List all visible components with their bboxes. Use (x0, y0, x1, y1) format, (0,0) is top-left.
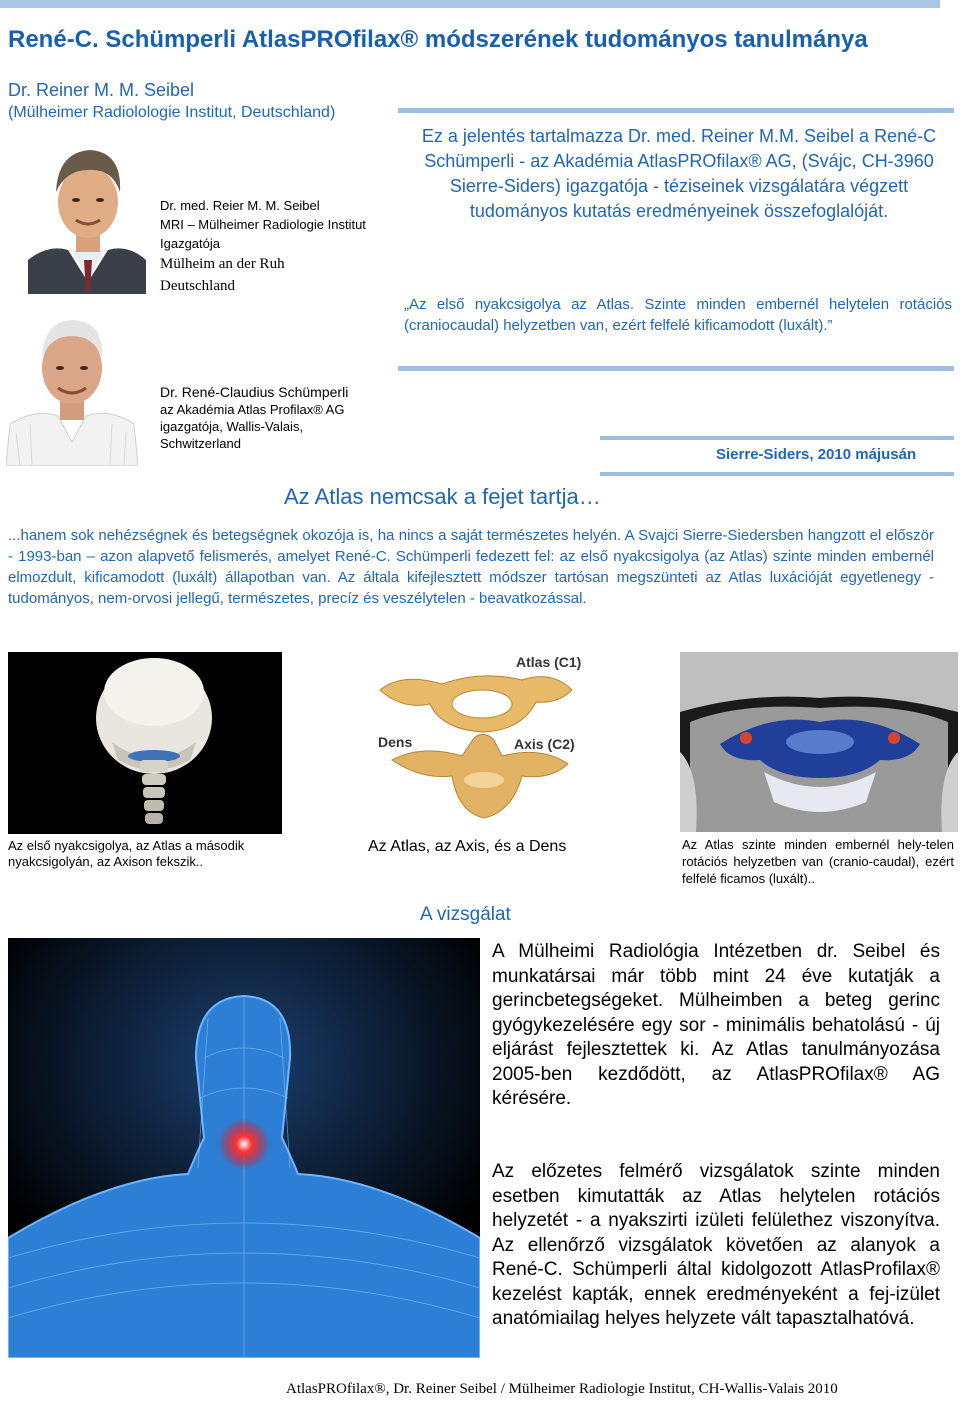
section2-paragraph2: Az előzetes felmérő vizsgálatok szinte minden esetben kimutatták az Atlas helytelen rotációs helyzetét - a nyakszirti izületi felülethez viszonyítva. Az ellenőrző vizsgálatok követően az alanyok a René-C. Schümperli által kidolgozott AtlasProfilax® kezelést kapták, ennek eredményeként a fej-izület anatómiailag helyes helyzete vált tapasztalhatóvá. (492, 1161, 940, 1329)
person1-line4: Mülheim an der Ruh (160, 256, 285, 272)
person1-name: Dr. med. Reier M. M. Seibel (160, 198, 320, 213)
date-rule-bottom (600, 472, 954, 476)
figure-skull (8, 652, 282, 834)
place-date: Sierre-Siders, 2010 májusán (716, 446, 917, 463)
quote-rule (398, 366, 954, 371)
person2-name: Dr. René-Claudius Schümperli (160, 384, 349, 400)
page-title: René-C. Schümperli AtlasPROfilax® módszerének tudományos tanulmánya (8, 26, 868, 53)
report-intro: Ez a jelentés tartalmazza Dr. med. Reiner M.M. Seibel a René-C Schümperli - az Akadémia AtlasPROfilax® AG, (Svájc, CH-3960 Sierre-Siders) igazgatója - téziseinek vizsgálatára végzett tudományos kutatás eredményeinek összefoglalóját. (421, 126, 937, 221)
figure-vertebrae (372, 650, 598, 826)
section1-text: ...hanem sok nehézségnek és betegségnek okozója is, ha nincs a saját természetes helyén. A Svajci Sierre-Siedersben hangzott el először - 1993-ban – azon alapvető felismerés, amelyet René-C. Schümperli fedezett fel: az első nyakcsigolya (az Atlas) szinte minden embernél elmozdult, kificamodott (luxált) állapotban van. Az általa kifejlesztett módszer tartósan megszünteti az Atlas luxációját egyetlenegy - tudományos, nem-orvosi jellegű, természetes, precíz és veszélytelen - beavatkozással. (8, 527, 934, 607)
top-rule (0, 0, 940, 8)
author-name: Dr. Reiner M. M. Seibel (8, 80, 195, 100)
person2-line4: Schwitzerland (160, 436, 241, 451)
figure-ct (680, 652, 958, 832)
figure1-caption: Az első nyakcsigolya, az Atlas a második nyakcsigolyán, az Axison fekszik.. (8, 838, 245, 869)
quote: „Az első nyakcsigolya az Atlas. Szinte minden embernél helytelen rotációs (craniocaudal) helyzetben van, ezért felfelé kificamodott (luxált).” (404, 296, 952, 334)
label-dens: Dens (378, 734, 413, 750)
person2-line2: az Akadémia Atlas Profilax® AG (160, 402, 345, 417)
footer: AtlasPROfilax®, Dr. Reiner Seibel / Mülheimer Radiologie Institut, CH-Wallis-Valais 2010 (286, 1381, 838, 1397)
figure3-caption: Az Atlas szinte minden embernél hely-telen rotációs helyzetben van (cranio-caudal), ezért felfelé ficamos (luxált).. (682, 837, 954, 886)
person1-line3: Igazgatója (160, 236, 220, 251)
person2-line3: igazgatója, Wallis-Valais, (160, 419, 304, 434)
label-atlas: Atlas (C1) (516, 654, 582, 670)
section2-heading: A vizsgálat (420, 904, 511, 925)
date-rule-top (600, 436, 954, 440)
intro-rule (398, 108, 954, 113)
figure-body-scan (8, 938, 480, 1358)
photo-schumperli (6, 312, 138, 466)
person1-line5: Deutschland (160, 278, 235, 294)
figure2-caption: Az Atlas, az Axis, és a Dens (368, 838, 567, 855)
author-institute: (Mülheimer Radiolologie Institut, Deutschland) (8, 104, 336, 121)
person1-line2: MRI – Mülheimer Radiologie Institut (160, 217, 366, 232)
label-axis: Axis (C2) (514, 736, 575, 752)
person1-caption (160, 196, 366, 297)
section2-paragraph1: A Mülheimi Radiológia Intézetben dr. Seibel és munkatársai már több mint 24 éve kutatják a gerincbetegségeket. Mülheimben a beteg gerinc gyógykezelésére egy sor - minimális behatolású - új eljárást fejlesztettek ki. Az Atlas tanulmányozása 2005-ben kezdődött, az AtlasPROfilax® AG kérésére. (492, 941, 940, 1109)
section1-heading: Az Atlas nemcsak a fejet tartja… (284, 484, 601, 509)
photo-seibel (28, 132, 146, 294)
person2-caption (160, 384, 348, 452)
